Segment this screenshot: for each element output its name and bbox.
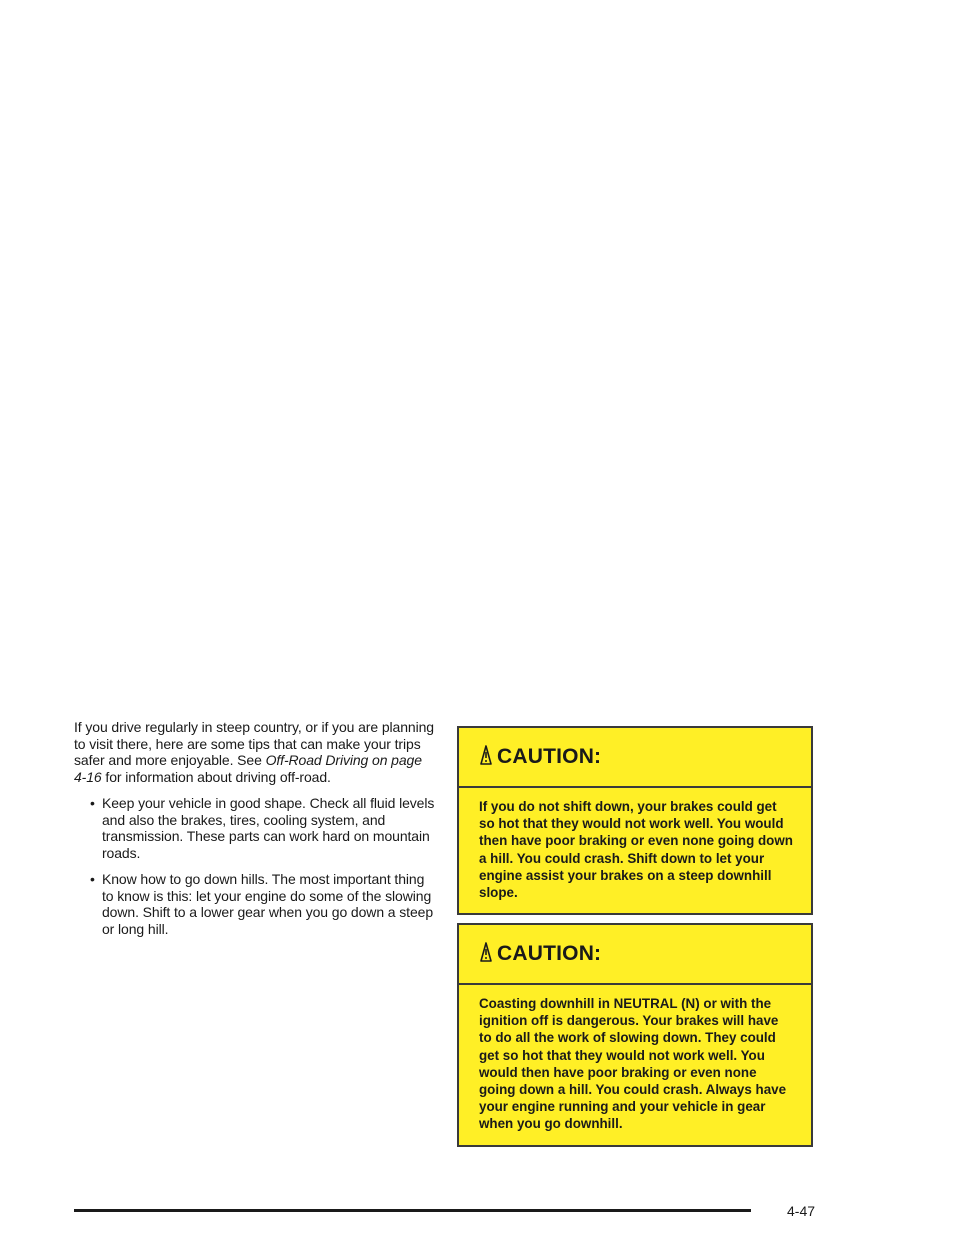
caution-box-coasting: [457, 923, 813, 1147]
list-item: [74, 871, 436, 937]
list-item-text: Know how to go down hills. The most important thing to know is this: let your engine do some of the slowing down. Shift to a lower gear when you go down a steep or long hill.: [102, 871, 434, 937]
caution-title: CAUTION:: [497, 745, 602, 768]
footer-rule: [74, 1209, 751, 1212]
intro-paragraph: [74, 719, 436, 785]
list-item-text: Keep your vehicle in good shape. Check all fluid levels and also the brakes, tires, cooling system, and transmission. These parts can work hard on mountain roads.: [102, 795, 435, 861]
bullet-icon: •: [90, 871, 95, 887]
intro-text-before: If you drive regularly in steep country, or if you are planning to visit there, here are some tips that can make your trips safer and more enjoyable. See: [74, 719, 434, 768]
off-road-driving-reference[interactable]: Off-Road Driving on page 4-16: [74, 752, 422, 785]
intro-text-after: for information about driving off-road.: [101, 768, 331, 785]
list-item: [74, 795, 436, 861]
caution-body: Coasting downhill in NEUTRAL (N) or with the ignition off is dangerous. Your brakes will have to do all the work of slowing down. They could get so hot that they would not work well. You would then have poor braking or even none going down a hill. You could crash. Always have your engine running and your vehicle in gear when you go downhill.: [459, 985, 811, 1145]
left-column: [74, 719, 436, 947]
caution-box-shift-down: [457, 726, 813, 915]
warning-triangle-icon: [479, 743, 493, 765]
warning-triangle-icon: [479, 940, 493, 962]
tips-list: [74, 795, 436, 937]
caution-title: CAUTION:: [497, 942, 602, 965]
bullet-icon: •: [90, 795, 95, 811]
caution-header: [459, 925, 811, 985]
page-number: 4-47: [787, 1203, 816, 1219]
caution-header: [459, 728, 811, 788]
caution-body: If you do not shift down, your brakes could get so hot that they would not work well. You would then have poor braking or even none going down a hill. You could crash. Shift down to let your engine assist your brakes on a steep downhill slope.: [459, 788, 811, 913]
